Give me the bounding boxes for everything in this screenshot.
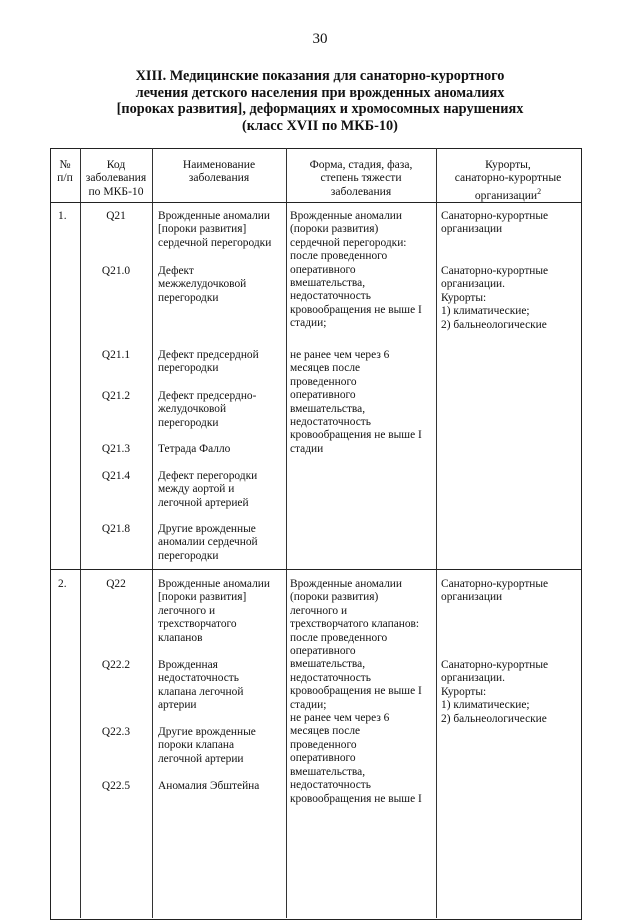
header-form: Форма, стадия, фаза, степень тяжести заболевания [309, 158, 413, 198]
form-stage-cell: Врожденные аномалии (пороки развития) легочного и трехстворчатого клапанов: после проведенного оперативного вмешательства, недостаточность кровообращения не выше I стадии; не ранее чем через 6 месяцев после проведенного оперативного вмешательства, недостаточность кровообращения не выше I [290, 578, 422, 805]
disease-name-cell: Врожденные аномалии [пороки развития] сердечной перегородки [158, 210, 272, 249]
resort-cell: Санаторно-курортные организации. Курорты: 1) климатические; 2) бальнеологические [441, 265, 549, 331]
column-divider [436, 148, 437, 918]
code-cell: Q22.5 [101, 780, 131, 792]
disease-name-cell: Аномалия Эбштейна [158, 780, 260, 792]
title-line: (класс XVII по МКБ-10) [242, 117, 398, 134]
row-number: 1. [58, 210, 67, 222]
code-cell: Q22.2 [101, 659, 131, 671]
header-resorts: Курорты, санаторно-курортные организации$^2$ [454, 158, 562, 202]
disease-name-cell: Врожденные аномалии [пороки развития] легочного и трехстворчатого клапанов [158, 578, 270, 644]
section-divider [50, 569, 581, 570]
disease-name-cell: Тетрада Фалло [158, 443, 231, 455]
header-divider [50, 202, 581, 203]
code-cell: Q21.4 [101, 470, 131, 482]
disease-name-cell: Дефект предсердно- желудочковой перегородки [158, 390, 257, 429]
code-cell: Q21.2 [101, 390, 131, 402]
disease-name-cell: Другие врожденные пороки клапана легочной артерии [158, 726, 256, 765]
page-number: 30 [312, 31, 328, 47]
disease-name-cell: Врожденная недостаточность клапана легочной артерии [158, 659, 244, 712]
section-title [80, 68, 560, 134]
column-divider [152, 148, 153, 918]
code-cell: Q22.3 [101, 726, 131, 738]
code-cell: Q21.3 [101, 443, 131, 455]
footnote-mark: 2 [537, 186, 542, 196]
disease-name-cell: Дефект предсердной перегородки [158, 349, 259, 375]
form-stage-cell: не ранее чем через 6 месяцев после проведенного оперативного вмешательства, недостаточность кровообращения не выше I стадии [290, 349, 422, 455]
title-line: лечения детского населения при врожденных аномалиях [135, 84, 505, 101]
resort-cell: Санаторно-курортные организации [441, 210, 549, 236]
code-cell: Q21.8 [101, 523, 131, 535]
disease-name-cell: Дефект межжелудочковой перегородки [158, 265, 247, 304]
form-stage-cell: Врожденные аномалии (пороки развития) сердечной перегородки: после проведенного оперативного вмешательства, недостаточность кровообращения не выше I стадии; [290, 210, 422, 330]
header-name: Наименование заболевания [182, 158, 256, 185]
code-cell: Q21.0 [101, 265, 131, 277]
code-cell: Q21 [106, 210, 126, 222]
header-num: № п/п [57, 158, 73, 185]
resort-cell: Санаторно-курортные организации [441, 578, 549, 604]
column-divider [286, 148, 287, 918]
code-cell: Q22 [106, 578, 126, 590]
disease-name-cell: Дефект перегородки между аортой и легочной артерией [158, 470, 258, 509]
disease-name-cell: Другие врожденные аномалии сердечной перегородки [158, 523, 258, 562]
row-number: 2. [58, 578, 67, 590]
title-line: XIII. Медицинские показания для санаторно-курортного [135, 68, 505, 84]
code-cell: Q21.1 [101, 349, 131, 361]
title-line: [пороках развития], деформациях и хромосомных нарушениях [116, 101, 524, 117]
resort-cell: Санаторно-курортные организации. Курорты: 1) климатические; 2) бальнеологические [441, 659, 549, 725]
header-code: Код заболевания по МКБ-10 [85, 158, 147, 198]
